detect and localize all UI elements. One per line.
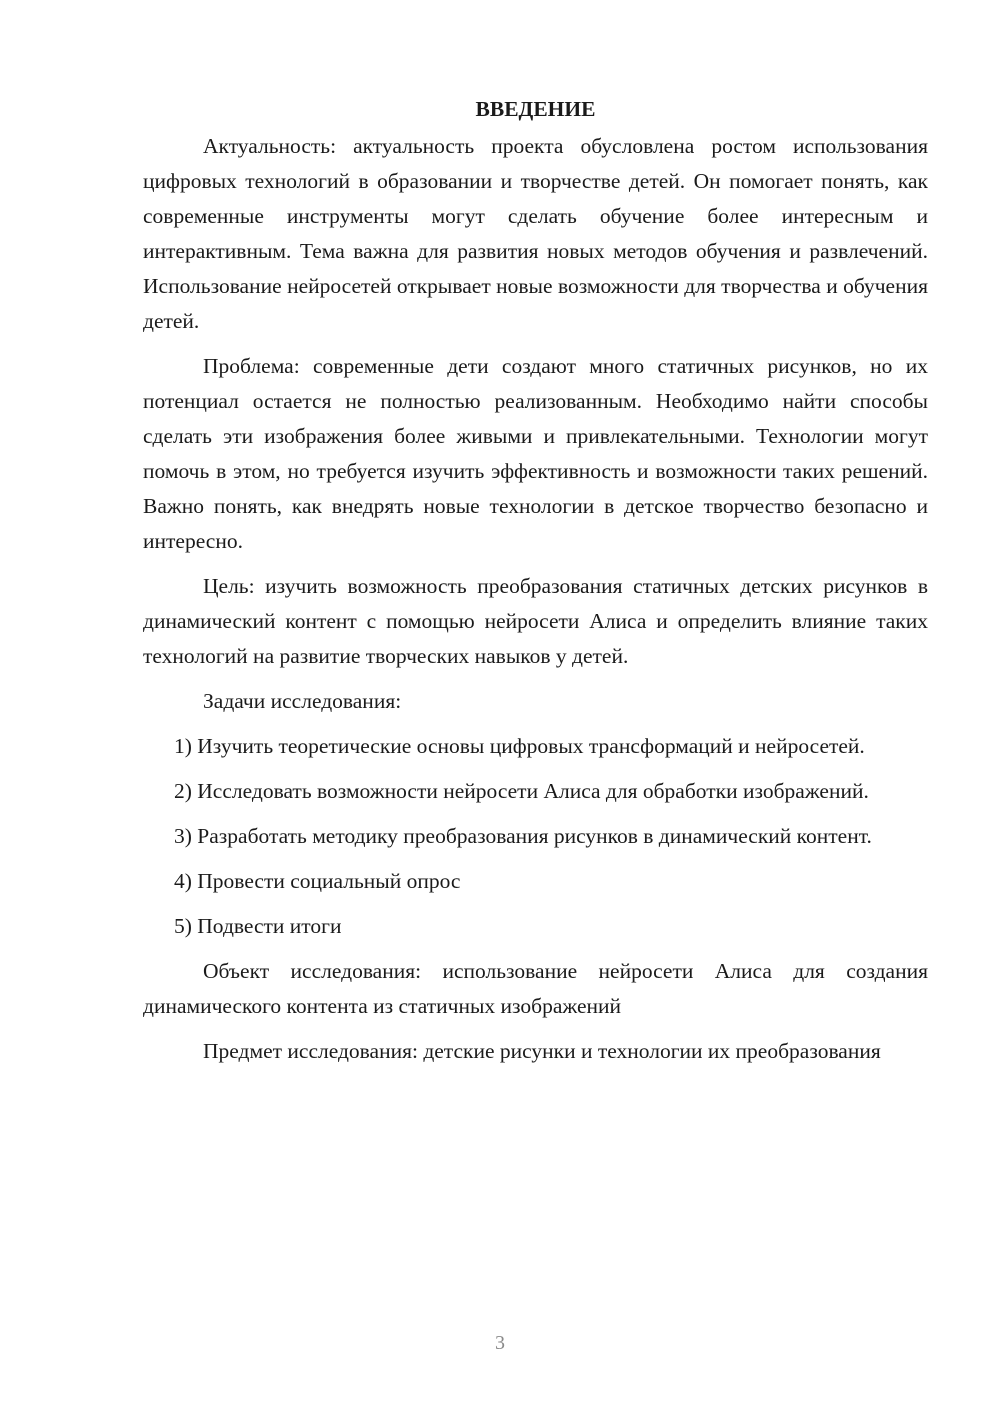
page-body (143, 92, 928, 1079)
relevance-paragraph: Актуальность: актуальность проекта обусловлена ростом использования цифровых технологий в образовании и творчестве детей. Он помогает понять, как современные инструменты могут сделать обучение более интересным и интерактивным. Тема важна для развития новых методов обучения и развлечений. Использование нейросетей открывает новые возможности для творчества и обучения детей. (143, 134, 928, 333)
tasks-heading: Задачи исследования: (203, 689, 402, 713)
page-number: 3 (495, 1332, 505, 1354)
section-heading: ВВЕДЕНИЕ (475, 97, 596, 121)
goal-paragraph: Цель: изучить возможность преобразования статичных детских рисунков в динамический контент с помощью нейросети Алиса и определить влияние таких технологий на развитие творческих навыков у детей. (143, 574, 928, 668)
problem-paragraph: Проблема: современные дети создают много статичных рисунков, но их потенциал остается не полностью реализованным. Необходимо найти способы сделать эти изображения более живыми и привлекательными. Технологии могут помочь в этом, но требуется изучить эффективность и возможности таких решений. Важно понять, как внедрять новые технологии в детское творчество безопасно и интересно. (143, 354, 928, 553)
task-item-5: 5) Подвести итоги (174, 914, 342, 938)
task-item-4: 4) Провести социальный опрос (174, 869, 461, 893)
task-item-2: 2) Исследовать возможности нейросети Алиса для обработки изображений. (174, 779, 869, 803)
task-item-3: 3) Разработать методику преобразования рисунков в динамический контент. (174, 824, 872, 848)
object-paragraph: Объект исследования: использование нейросети Алиса для создания динамического контента из статичных изображений (143, 959, 928, 1018)
subject-paragraph: Предмет исследования: детские рисунки и технологии их преобразования (203, 1039, 881, 1063)
task-item-1: 1) Изучить теоретические основы цифровых трансформаций и нейросетей. (174, 734, 865, 758)
